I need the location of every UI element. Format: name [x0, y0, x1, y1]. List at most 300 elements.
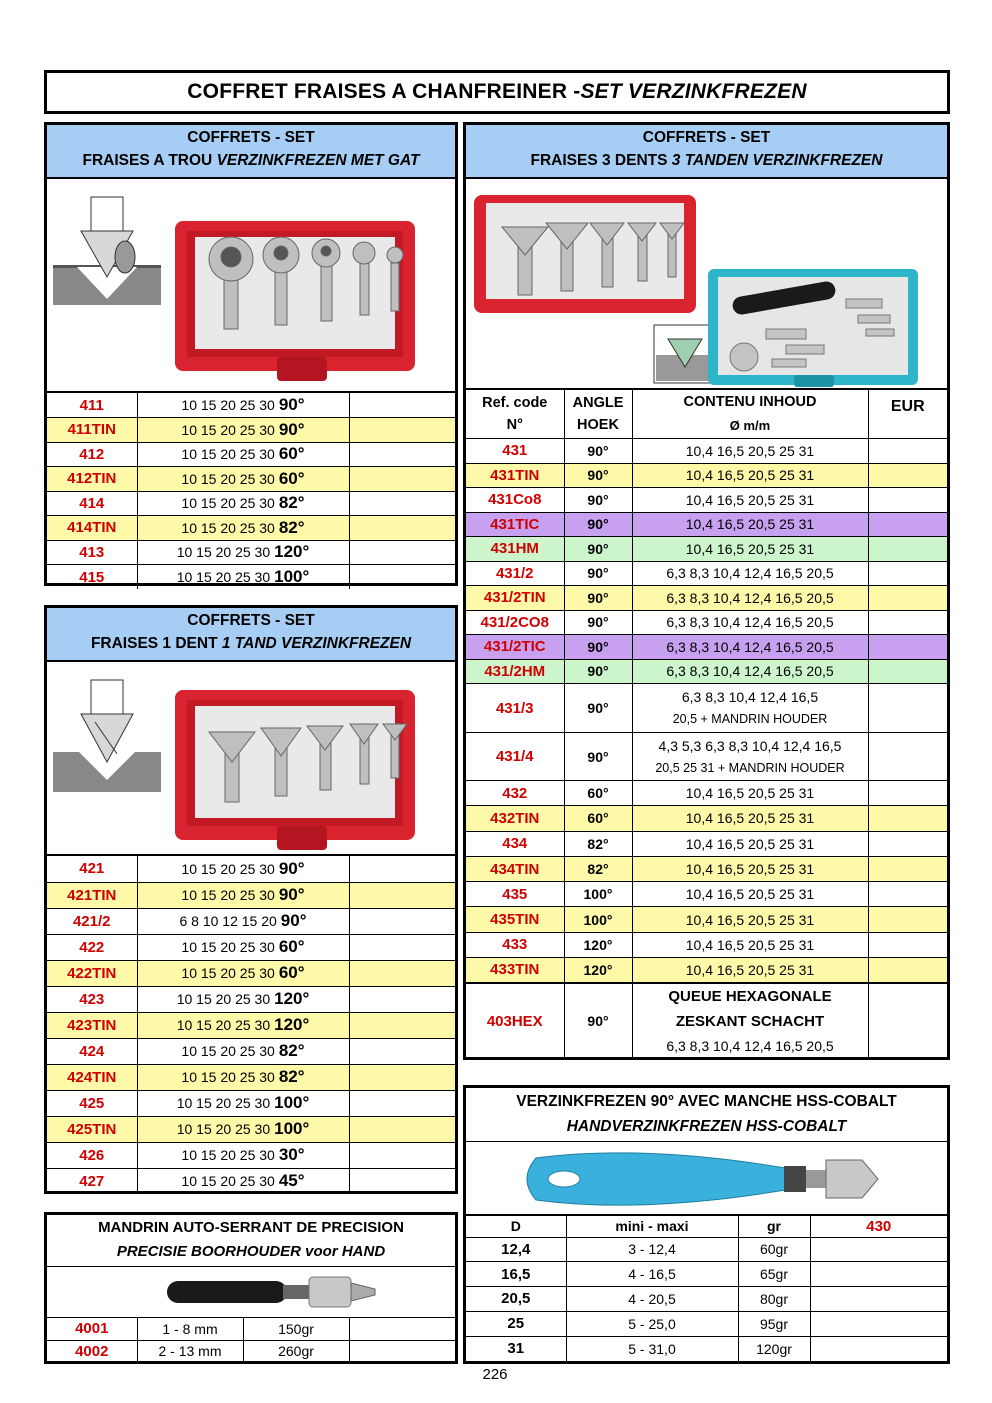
angle: 120°: [564, 932, 632, 957]
chuck-table: [47, 1318, 455, 1362]
angle: 90°: [278, 419, 305, 439]
price-cell: [349, 934, 455, 960]
angle: 100°: [274, 1093, 310, 1112]
table-row: [47, 418, 455, 443]
contents: 10,4 16,5 20,5 25 31: [632, 806, 868, 831]
ref-code: 421: [47, 856, 137, 882]
contents-cell: [632, 983, 868, 1059]
sizes: 10 15 20 25 30: [176, 1017, 271, 1033]
ref-code: 425: [47, 1090, 137, 1116]
price-cell: [868, 806, 947, 831]
weight: 260gr: [243, 1340, 349, 1362]
section-header: [47, 125, 455, 179]
contents-line-3: 6,3 8,3 10,4 12,4 16,5 20,5: [666, 1037, 834, 1054]
table-row: [466, 781, 947, 806]
ref-code: 421TIN: [47, 882, 137, 908]
sizes: 10 15 20 25 30: [181, 1173, 275, 1190]
table-row: [47, 1168, 455, 1194]
hand-countersink-table: [466, 1216, 947, 1361]
sizes: 10 15 20 25 30: [176, 1121, 271, 1137]
contents: 10,4 16,5 20,5 25 31: [632, 439, 868, 464]
range: 5 - 31,0: [566, 1336, 738, 1361]
contents: 6,3 8,3 10,4 12,4 16,5 20,5: [632, 586, 868, 611]
hand-header: [466, 1088, 947, 1142]
table-row: [466, 983, 947, 1059]
table-row: [466, 512, 947, 537]
ref-code: 412: [47, 442, 137, 467]
range: 4 - 20,5: [566, 1287, 738, 1312]
angle: 82°: [278, 1067, 305, 1086]
sizes: 10 15 20 25 30: [181, 519, 275, 536]
table-row: [466, 1336, 947, 1361]
contents: 6,3 8,3 10,4 12,4 16,5 20,5: [632, 561, 868, 586]
table-row: [466, 463, 947, 488]
chuck-illustration: [47, 1267, 455, 1318]
range-header: mini - maxi: [566, 1216, 738, 1237]
price-cell: [349, 516, 455, 541]
angle: 100°: [564, 882, 632, 907]
table-row: [466, 831, 947, 856]
price-header: EUR: [868, 390, 947, 439]
sizes-cell: [137, 856, 349, 882]
sizes-cell: [137, 1142, 349, 1168]
contents: 10,4 16,5 20,5 25 31: [632, 958, 868, 983]
ref-code: 414TIN: [47, 516, 137, 541]
section-title: COFFRETS - SET: [187, 612, 315, 629]
contents: 10,4 16,5 20,5 25 31: [632, 463, 868, 488]
price-cell: [349, 1038, 455, 1064]
hand-countersink-image: [466, 1142, 947, 1216]
ref-code: 415: [47, 565, 137, 590]
price-cell: [349, 491, 455, 516]
table-row: [466, 907, 947, 932]
price-cell: [868, 958, 947, 983]
table-row: [47, 467, 455, 492]
three-teeth-section: [463, 122, 950, 1060]
table-row: [466, 1311, 947, 1336]
angle: 82°: [564, 831, 632, 856]
section-header: [466, 125, 947, 179]
table-row: [466, 537, 947, 562]
weight: 65gr: [738, 1262, 810, 1287]
hand-title: VERZINKFREZEN 90° AVEC MANCHE HSS-COBALT: [516, 1093, 897, 1110]
ref-code: 422: [47, 934, 137, 960]
weight-header: gr: [738, 1216, 810, 1237]
table-row: [47, 1116, 455, 1142]
range: 3 - 12,4: [566, 1237, 738, 1262]
sizes: 10 15 20 25 30: [176, 1095, 271, 1111]
sizes: 10 15 20 25 30: [176, 544, 271, 561]
sizes-cell: [137, 908, 349, 934]
capacity-range: 2 - 13 mm: [137, 1340, 243, 1362]
sizes-cell: [137, 516, 349, 541]
price-cell: [349, 467, 455, 492]
price-cell: [868, 488, 947, 513]
sizes: 10 15 20 25 30: [181, 397, 275, 413]
ref-code-header: Ref. code N°: [466, 390, 564, 439]
three-teeth-table: [466, 390, 947, 1059]
table-row: [466, 561, 947, 586]
page-title: [44, 70, 950, 114]
table-row: [47, 934, 455, 960]
section-subtitle: FRAISES 3 DENTS 3 TANDEN VERZINKFREZEN: [530, 152, 883, 169]
sizes: 10 15 20 25 30: [181, 446, 275, 463]
table-row: [466, 610, 947, 635]
price-cell: [810, 1336, 947, 1361]
table-row: [47, 1038, 455, 1064]
ref-code: 433TIN: [466, 958, 564, 983]
price-cell: [810, 1311, 947, 1336]
sizes-cell: [137, 1012, 349, 1038]
sizes: 10 15 20 25 30: [181, 1147, 275, 1163]
sizes-cell: [137, 1090, 349, 1116]
table-row: [466, 958, 947, 983]
table-row: [466, 659, 947, 684]
countersink-3teeth-illustration: [466, 179, 947, 390]
ref-code: 413: [47, 540, 137, 565]
table-row: [466, 488, 947, 513]
table-row: [47, 1064, 455, 1090]
contents-line-1: QUEUE HEXAGONALE: [668, 987, 832, 1005]
section-subtitle: FRAISES A TROU VERZINKFREZEN MET GAT: [82, 152, 420, 169]
section-header: [47, 608, 455, 662]
table-row: [466, 586, 947, 611]
weight: 80gr: [738, 1287, 810, 1312]
angle: 30°: [278, 1145, 305, 1164]
angle: 90°: [564, 561, 632, 586]
contents-line-2: ZESKANT SCHACHT: [675, 1012, 825, 1030]
ref-code: 431/4: [466, 733, 564, 781]
sizes-cell: [137, 1168, 349, 1194]
contents: 10,4 16,5 20,5 25 31: [632, 512, 868, 537]
ref-code: 431/2CO8: [466, 610, 564, 635]
contents: 10,4 16,5 20,5 25 31: [632, 882, 868, 907]
ref-code: 414: [47, 491, 137, 516]
price-cell: [349, 1168, 455, 1194]
angle: 82°: [278, 1041, 305, 1060]
ref-code: 434: [466, 831, 564, 856]
contents: 10,4 16,5 20,5 25 31: [632, 488, 868, 513]
ref-code: 431/2: [466, 561, 564, 586]
ref-code: 411TIN: [47, 418, 137, 443]
angle: 90°: [564, 537, 632, 562]
price-cell: [868, 635, 947, 660]
price-cell: [349, 908, 455, 934]
angle: 82°: [278, 517, 305, 537]
table-row: [466, 1287, 947, 1312]
ref-code: 411: [47, 393, 137, 418]
hand-countersink-section: [463, 1085, 950, 1364]
price-cell: [868, 512, 947, 537]
sizes-cell: [137, 442, 349, 467]
price-cell: [349, 1318, 455, 1340]
page-title-italic: SET VERZINKFREZEN: [580, 80, 807, 103]
chuck-title: MANDRIN AUTO-SERRANT DE PRECISION: [98, 1219, 404, 1236]
table-row: [47, 393, 455, 418]
product-image-3teeth-set: [466, 179, 947, 390]
contents: 10,4 16,5 20,5 25 31: [632, 537, 868, 562]
angle: 90°: [278, 885, 305, 904]
price-cell: [349, 393, 455, 418]
price-cell: [868, 733, 947, 781]
table-row: [466, 856, 947, 881]
price-cell: [349, 1116, 455, 1142]
ref-code: 427: [47, 1168, 137, 1194]
angle: 100°: [274, 1119, 310, 1138]
angle: 60°: [278, 468, 305, 488]
sizes: 10 15 20 25 30: [181, 470, 275, 487]
contents: 6,3 8,3 10,4 12,4 16,5 20,5: [632, 659, 868, 684]
ref-code: 403HEX: [466, 983, 564, 1059]
table-row: [466, 733, 947, 781]
angle: 90°: [564, 684, 632, 733]
hole-countersink-section: [44, 122, 458, 586]
table-row: [47, 442, 455, 467]
hand-subtitle: HANDVERZINKFREZEN HSS-COBALT: [566, 1118, 847, 1135]
table-row: [466, 439, 947, 464]
contents-line-1: 4,3 5,3 6,3 8,3 10,4 12,4 16,5: [658, 737, 842, 754]
ref-code: 423: [47, 986, 137, 1012]
angle: 90°: [564, 439, 632, 464]
ref-code: 431/2HM: [466, 659, 564, 684]
single-tooth-section: [44, 605, 458, 1194]
ref-code: 431/2TIN: [466, 586, 564, 611]
angle: 90°: [564, 610, 632, 635]
single-tooth-table: [47, 856, 455, 1194]
contents: 10,4 16,5 20,5 25 31: [632, 856, 868, 881]
page-number: 226: [482, 1366, 508, 1383]
price-cell: [349, 565, 455, 590]
price-cell: [868, 561, 947, 586]
table-header-row: [466, 390, 947, 439]
ref-code: 424: [47, 1038, 137, 1064]
ref-code: 426: [47, 1142, 137, 1168]
table-row: [47, 986, 455, 1012]
chuck-subtitle: PRECISIE BOORHOUDER voor HAND: [116, 1243, 386, 1260]
ref-code: 435: [466, 882, 564, 907]
section-subtitle: FRAISES 1 DENT 1 TAND VERZINKFREZEN: [90, 635, 412, 652]
angle: 90°: [280, 911, 307, 930]
table-row: [47, 908, 455, 934]
sizes: 10 15 20 25 30: [181, 939, 275, 955]
price-cell: [349, 1090, 455, 1116]
angle: 60°: [564, 781, 632, 806]
diameter: 20,5: [466, 1287, 566, 1312]
contents-line-2: 20,5 25 31 + MANDRIN HOUDER: [655, 760, 845, 775]
table-row: [466, 932, 947, 957]
sizes: 10 15 20 25 30: [181, 421, 275, 438]
weight: 120gr: [738, 1336, 810, 1361]
page-title-main: COFFRET FRAISES A CHANFREINER -: [187, 80, 581, 103]
ref-code: 432TIN: [466, 806, 564, 831]
sizes-cell: [137, 467, 349, 492]
diameter: 16,5: [466, 1262, 566, 1287]
ref-code: 431: [466, 439, 564, 464]
weight: 150gr: [243, 1318, 349, 1340]
angle: 90°: [278, 858, 305, 878]
contents-line-1: 6,3 8,3 10,4 12,4 16,5: [681, 689, 819, 705]
angle: 120°: [274, 1015, 310, 1034]
ref-code: 431/2TIC: [466, 635, 564, 660]
price-cell: [868, 882, 947, 907]
contents: 6,3 8,3 10,4 12,4 16,5 20,5: [632, 635, 868, 660]
ref-code: 425TIN: [47, 1116, 137, 1142]
angle: 82°: [564, 856, 632, 881]
table-row: [466, 1262, 947, 1287]
angle: 90°: [278, 395, 305, 414]
price-cell: [810, 1262, 947, 1287]
price-cell: [810, 1237, 947, 1262]
contents-cell: [632, 733, 868, 781]
range: 4 - 16,5: [566, 1262, 738, 1287]
price-cell: [349, 1012, 455, 1038]
angle: 90°: [564, 512, 632, 537]
price-cell: [868, 537, 947, 562]
price-cell: [868, 856, 947, 881]
angle: 82°: [278, 493, 305, 513]
ref-code: 424TIN: [47, 1064, 137, 1090]
contents: 10,4 16,5 20,5 25 31: [632, 831, 868, 856]
ref-code: 431Co8: [466, 488, 564, 513]
countersink-1tooth-illustration: [47, 662, 455, 856]
price-cell: [349, 540, 455, 565]
price-cell: [868, 831, 947, 856]
ref-code: 433: [466, 932, 564, 957]
sizes-cell: [137, 1116, 349, 1142]
table-row: [47, 1142, 455, 1168]
price-cell: [868, 781, 947, 806]
price-cell: [349, 882, 455, 908]
table-row: [47, 491, 455, 516]
ref-code: 431TIC: [466, 512, 564, 537]
angle: 90°: [564, 983, 632, 1059]
weight: 95gr: [738, 1311, 810, 1336]
price-cell: [349, 1142, 455, 1168]
angle: 90°: [564, 635, 632, 660]
price-cell: [349, 442, 455, 467]
product-image-1tooth-set: [47, 662, 455, 856]
price-cell: [868, 684, 947, 733]
sizes-cell: [137, 1064, 349, 1090]
ref-code: 421/2: [47, 908, 137, 934]
price-cell: [868, 932, 947, 957]
ref-code: 422TIN: [47, 960, 137, 986]
sizes: 10 15 20 25 30: [176, 991, 271, 1007]
capacity-range: 1 - 8 mm: [137, 1318, 243, 1340]
table-row: [47, 856, 455, 882]
section-title: COFFRETS - SET: [642, 129, 771, 146]
contents: 6,3 8,3 10,4 12,4 16,5 20,5: [632, 610, 868, 635]
table-row: [47, 1318, 455, 1340]
contents-cell: [632, 684, 868, 733]
angle: 120°: [274, 989, 310, 1008]
sizes: 10 15 20 25 30: [181, 860, 275, 877]
sizes-cell: [137, 960, 349, 986]
diameter: 31: [466, 1336, 566, 1361]
price-cell: [349, 856, 455, 882]
sizes-cell: [137, 1038, 349, 1064]
angle: 90°: [564, 659, 632, 684]
table-row: [47, 882, 455, 908]
price-cell: [868, 907, 947, 932]
price-cell: [868, 463, 947, 488]
price-cell: [349, 1340, 455, 1362]
table-row: [466, 684, 947, 733]
sizes: 6 8 10 12 15 20: [179, 913, 277, 929]
price-cell: [349, 960, 455, 986]
angle: 90°: [564, 733, 632, 781]
diameter-header: D: [466, 1216, 566, 1237]
table-row: [466, 635, 947, 660]
hand-countersink-illustration: [466, 1142, 947, 1216]
angle: 90°: [564, 463, 632, 488]
angle: 100°: [564, 907, 632, 932]
table-row: [47, 565, 455, 590]
ref-code: 431HM: [466, 537, 564, 562]
table-row: [47, 540, 455, 565]
sizes-cell: [137, 986, 349, 1012]
sizes: 10 15 20 25 30: [181, 965, 275, 981]
contents: 10,4 16,5 20,5 25 31: [632, 932, 868, 957]
countersink-hole-illustration: [47, 179, 455, 393]
angle: 90°: [564, 488, 632, 513]
angle: 45°: [278, 1171, 305, 1191]
angle: 60°: [278, 444, 305, 464]
price-cell: [349, 986, 455, 1012]
diameter: 25: [466, 1311, 566, 1336]
hole-countersink-table: [47, 393, 455, 589]
angle: 60°: [278, 963, 305, 982]
ref-code: 4001: [47, 1318, 137, 1340]
ref-code: 431/3: [466, 684, 564, 733]
ref-code: 412TIN: [47, 467, 137, 492]
weight: 60gr: [738, 1237, 810, 1262]
table-row: [47, 1012, 455, 1038]
sizes: 10 15 20 25 30: [176, 569, 271, 585]
range: 5 - 25,0: [566, 1311, 738, 1336]
ref-code: 432: [466, 781, 564, 806]
sizes-cell: [137, 393, 349, 418]
table-row: [47, 1090, 455, 1116]
sizes-cell: [137, 934, 349, 960]
table-row: [47, 516, 455, 541]
diameter: 12,4: [466, 1237, 566, 1262]
price-cell: [868, 610, 947, 635]
sizes-cell: [137, 882, 349, 908]
sizes-cell: [137, 540, 349, 565]
angle: 120°: [274, 542, 310, 562]
price-cell: [868, 983, 947, 1059]
table-row: [47, 960, 455, 986]
content-header: CONTENU INHOUD Ø m/m: [632, 390, 868, 439]
sizes-cell: [137, 491, 349, 516]
price-cell: [349, 1064, 455, 1090]
table-header-row: [466, 1216, 947, 1237]
sizes: 10 15 20 25 30: [181, 495, 275, 512]
price-cell: [868, 586, 947, 611]
sizes: 10 15 20 25 30: [181, 1069, 275, 1085]
product-image-hole-set: [47, 179, 455, 393]
chuck-image: [47, 1267, 455, 1318]
angle-header: ANGLE HOEK: [564, 390, 632, 439]
angle: 100°: [274, 567, 310, 586]
chuck-section: [44, 1212, 458, 1364]
ref-code: 434TIN: [466, 856, 564, 881]
contents: 10,4 16,5 20,5 25 31: [632, 907, 868, 932]
section-title: COFFRETS - SET: [187, 129, 315, 146]
ref-code: 4002: [47, 1340, 137, 1362]
ref-code: 431TIN: [466, 463, 564, 488]
